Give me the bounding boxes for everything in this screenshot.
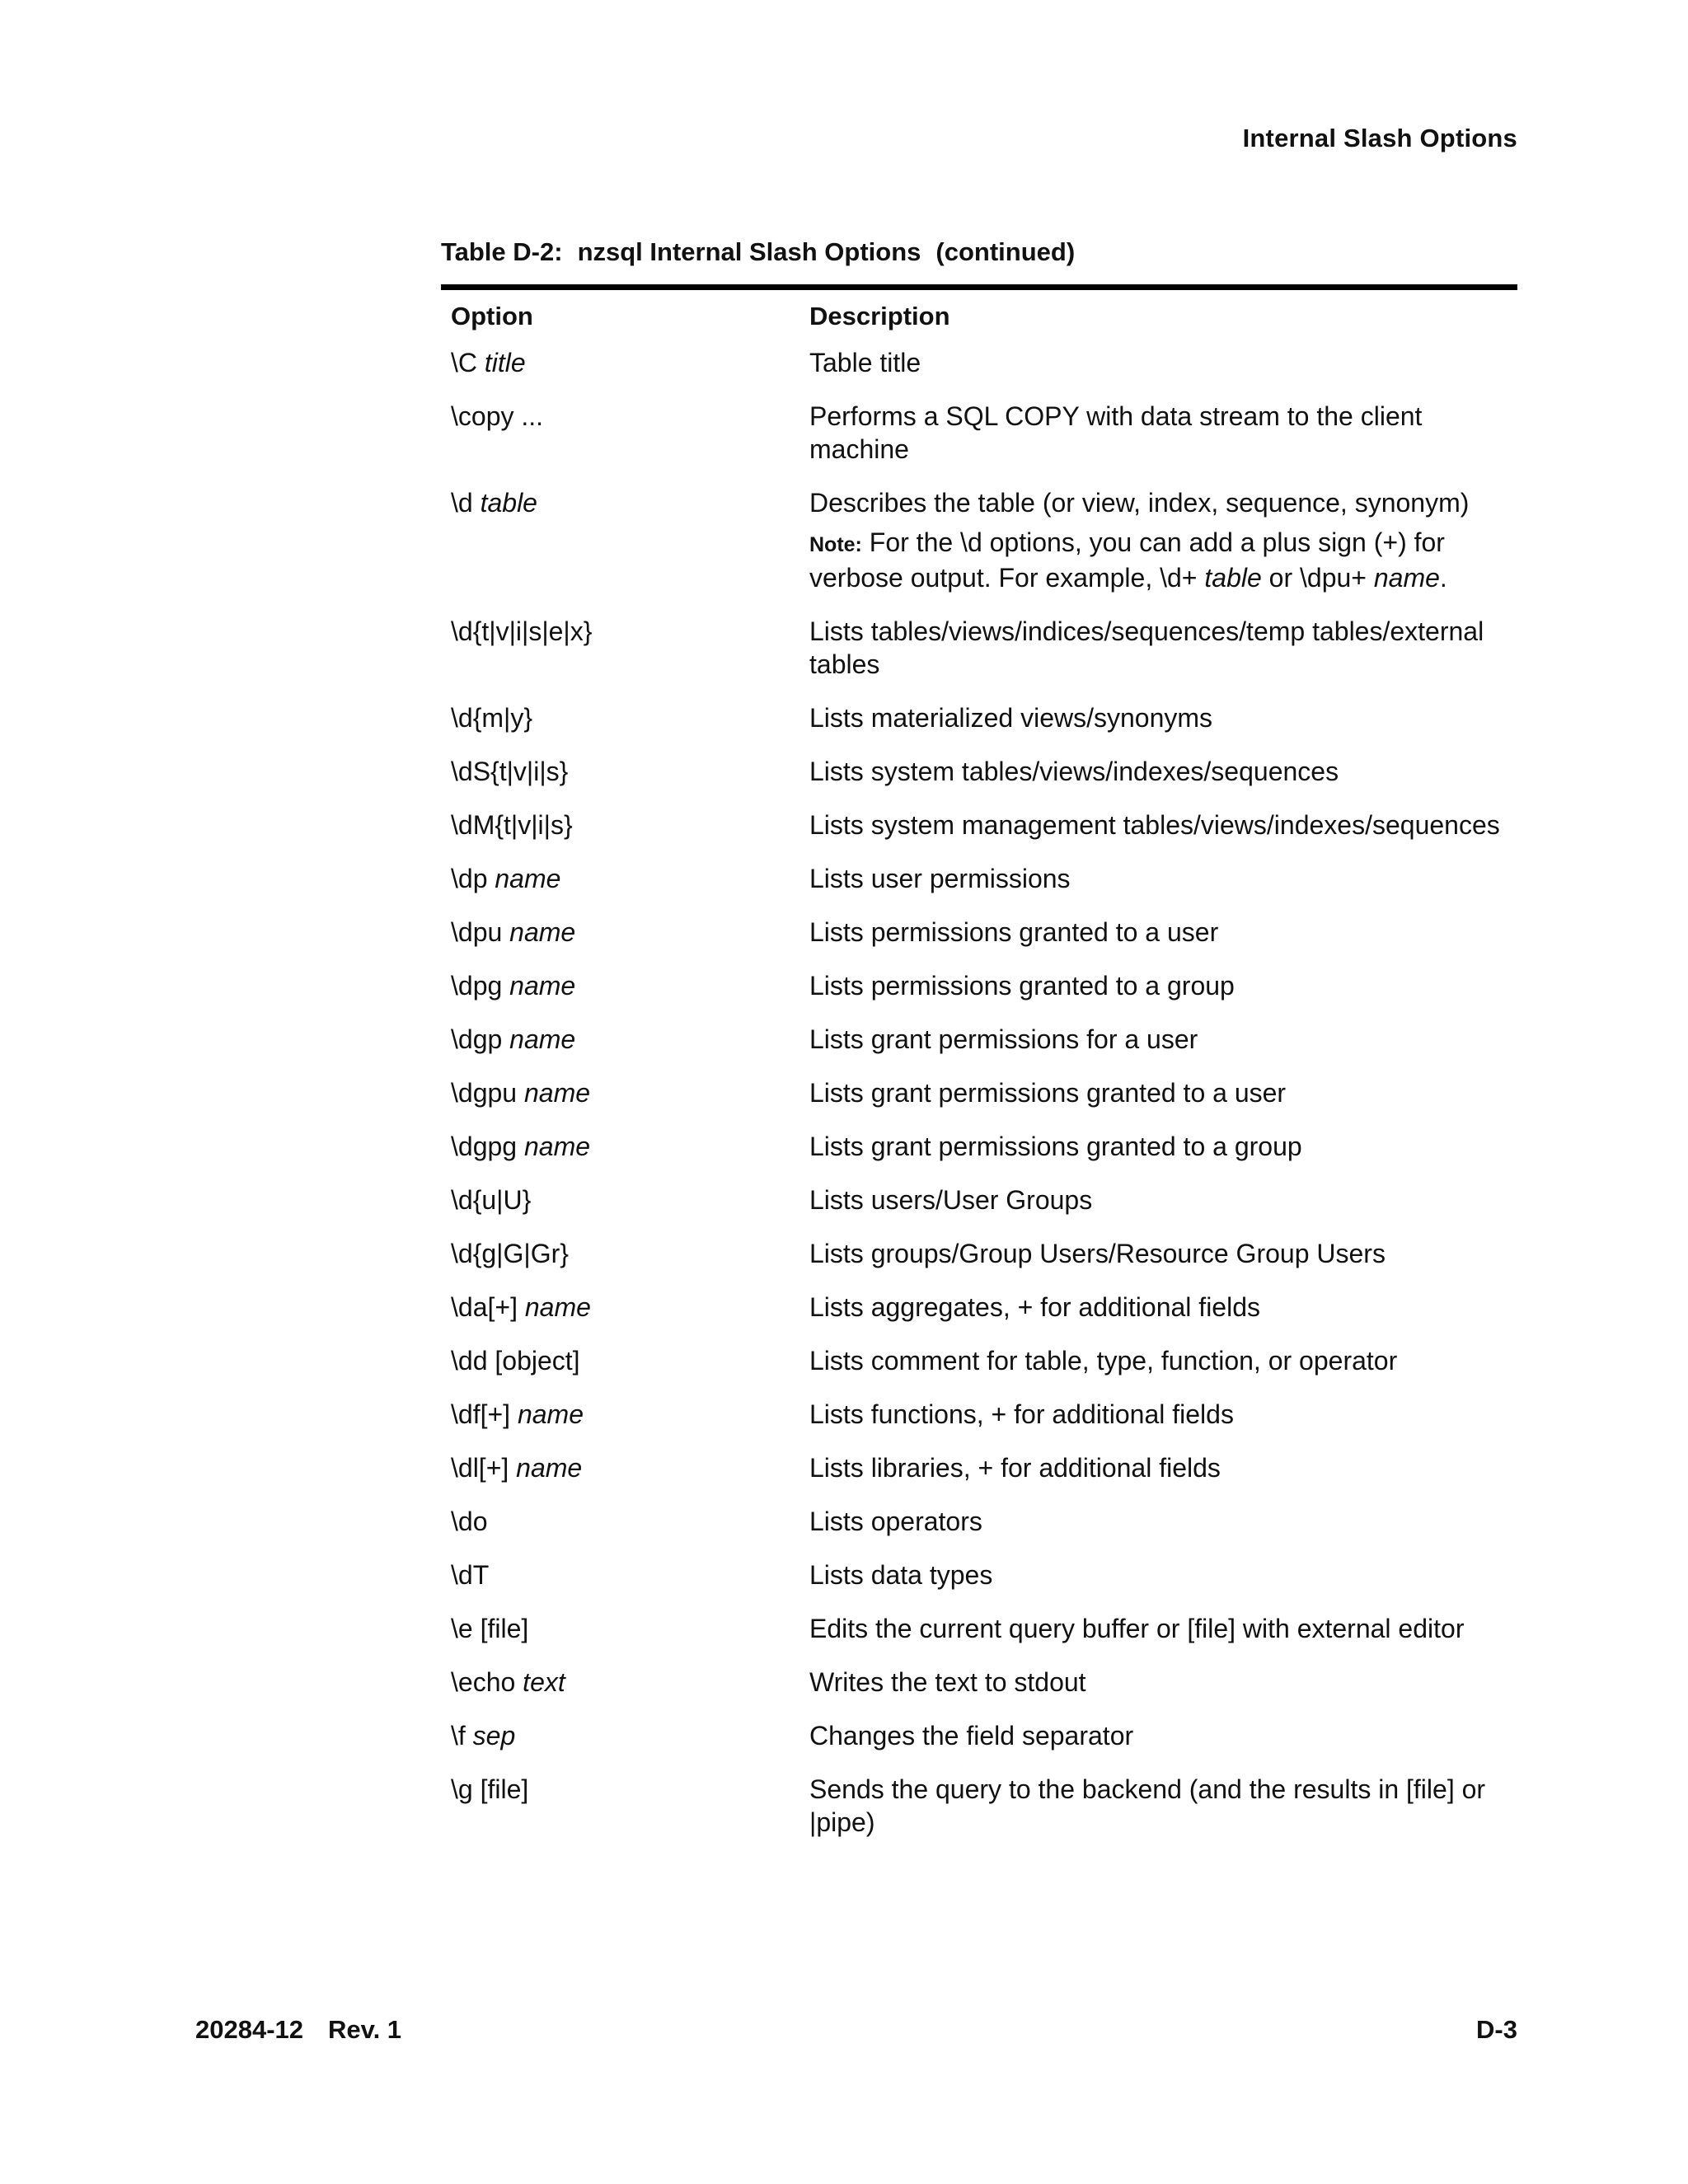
option-command: \df[+] xyxy=(451,1399,511,1429)
table-caption-title: nzsql Internal Slash Options xyxy=(577,237,921,266)
description-text: Writes the text to stdout xyxy=(809,1667,1086,1697)
description-text: Table title xyxy=(809,348,921,377)
column-header-description: Description xyxy=(809,302,950,330)
option-command: \dT xyxy=(451,1560,490,1590)
option-cell xyxy=(441,340,799,393)
description-text: Performs a SQL COPY with data stream to the client machine xyxy=(809,401,1423,464)
description-cell xyxy=(799,802,1517,855)
table-row xyxy=(441,1070,1517,1123)
option-command: \d xyxy=(451,488,473,518)
table-row xyxy=(441,1338,1517,1391)
note-label: Note: xyxy=(809,533,862,556)
footer-doc-number: 20284-12 xyxy=(195,2015,304,2044)
description-text: Lists permissions granted to a group xyxy=(809,971,1235,1001)
option-cell xyxy=(441,1552,799,1605)
option-cell xyxy=(441,963,799,1016)
option-command: \d{u|U} xyxy=(451,1185,532,1215)
table-row xyxy=(441,855,1517,909)
footer-revision: Rev. 1 xyxy=(328,2015,402,2044)
option-argument: name xyxy=(495,864,561,893)
option-argument: name xyxy=(509,1024,576,1054)
description-cell xyxy=(799,1605,1517,1659)
table-row xyxy=(441,909,1517,963)
table-row xyxy=(441,480,1517,608)
description-text: Lists groups/Group Users/Resource Group Users xyxy=(809,1239,1386,1268)
option-argument: name xyxy=(523,1078,591,1108)
description-cell xyxy=(799,1552,1517,1605)
option-cell xyxy=(441,1016,799,1070)
description-text: Lists system management tables/views/indexes/sequences xyxy=(809,810,1500,840)
note-text: or \dpu+ xyxy=(1268,563,1367,593)
option-command: \f xyxy=(451,1721,466,1750)
option-cell xyxy=(441,1070,799,1123)
table-row xyxy=(441,608,1517,695)
description-text: Changes the field separator xyxy=(809,1721,1134,1750)
option-command: \dl[+] xyxy=(451,1453,509,1483)
option-cell xyxy=(441,1445,799,1498)
option-cell xyxy=(441,393,799,480)
option-command: \dpu xyxy=(451,917,503,947)
description-cell xyxy=(799,1230,1517,1284)
description-text: Lists grant permissions granted to a group xyxy=(809,1132,1302,1161)
description-text: Describes the table (or view, index, sequence, synonym) xyxy=(809,488,1470,518)
option-cell xyxy=(441,1391,799,1445)
option-cell xyxy=(441,1605,799,1659)
note-block xyxy=(809,526,1509,594)
table-top-rule xyxy=(441,284,1517,290)
table-row xyxy=(441,1766,1517,1853)
table-row xyxy=(441,1713,1517,1766)
option-command: \e [file] xyxy=(451,1614,529,1643)
description-text: Lists aggregates, + for additional fields xyxy=(809,1292,1260,1322)
option-command: \d{g|G|Gr} xyxy=(451,1239,569,1268)
option-command: \dgp xyxy=(451,1024,503,1054)
description-cell xyxy=(799,909,1517,963)
option-cell xyxy=(441,608,799,695)
note-italic: name xyxy=(1373,563,1440,593)
description-text: Lists tables/views/indices/sequences/temp tables/external tables xyxy=(809,616,1484,679)
running-header: Internal Slash Options xyxy=(1242,124,1517,152)
option-command: \echo xyxy=(451,1667,516,1697)
description-text: Lists grant permissions granted to a user xyxy=(809,1078,1287,1108)
option-cell xyxy=(441,1123,799,1177)
option-cell xyxy=(441,748,799,802)
description-text: Lists user permissions xyxy=(809,864,1071,893)
description-cell xyxy=(799,1338,1517,1391)
description-cell xyxy=(799,1123,1517,1177)
table-row xyxy=(441,1391,1517,1445)
description-text: Lists system tables/views/indexes/sequences xyxy=(809,757,1339,786)
option-cell xyxy=(441,1659,799,1713)
option-argument: name xyxy=(509,917,576,947)
note-text: . xyxy=(1439,563,1447,593)
description-cell xyxy=(799,1016,1517,1070)
description-cell xyxy=(799,1070,1517,1123)
option-command: \dgpu xyxy=(451,1078,518,1108)
option-cell xyxy=(441,1284,799,1338)
footer-doc-id xyxy=(195,2015,401,2045)
description-cell xyxy=(799,1284,1517,1338)
note-text: For the \d options, you can add a plus sign (+) for verbose output. For example, \d+ xyxy=(809,527,1445,593)
option-command: \dp xyxy=(451,864,488,893)
option-command: \da[+] xyxy=(451,1292,518,1322)
option-command: \dpg xyxy=(451,971,503,1001)
option-command: \dS{t|v|i|s} xyxy=(451,757,569,786)
option-cell xyxy=(441,1713,799,1766)
description-text: Lists data types xyxy=(809,1560,993,1590)
description-cell xyxy=(799,608,1517,695)
option-argument: text xyxy=(523,1667,565,1697)
description-cell xyxy=(799,695,1517,748)
table-row xyxy=(441,1284,1517,1338)
option-argument: name xyxy=(516,1453,583,1483)
description-text: Sends the query to the backend (and the results in [file] or |pipe) xyxy=(809,1774,1486,1837)
option-command: \dd [object] xyxy=(451,1346,580,1376)
table-row xyxy=(441,1605,1517,1659)
table-caption-number: Table D-2: xyxy=(441,237,563,266)
option-command: \g [file] xyxy=(451,1774,529,1804)
description-text: Edits the current query buffer or [file] with external editor xyxy=(809,1614,1465,1643)
table-row xyxy=(441,1177,1517,1230)
table-row xyxy=(441,963,1517,1016)
option-argument: table xyxy=(480,488,537,518)
option-cell xyxy=(441,1338,799,1391)
option-command: \copy ... xyxy=(451,401,544,431)
option-cell xyxy=(441,855,799,909)
table-row xyxy=(441,393,1517,480)
option-cell xyxy=(441,480,799,608)
description-text: Lists functions, + for additional fields xyxy=(809,1399,1234,1429)
description-text: Lists grant permissions for a user xyxy=(809,1024,1198,1054)
table-row xyxy=(441,1552,1517,1605)
description-cell xyxy=(799,480,1517,608)
description-text: Lists operators xyxy=(809,1507,982,1536)
table-row xyxy=(441,1445,1517,1498)
description-cell xyxy=(799,855,1517,909)
option-cell xyxy=(441,909,799,963)
description-text: Lists permissions granted to a user xyxy=(809,917,1219,947)
option-command: \do xyxy=(451,1507,488,1536)
option-argument: title xyxy=(484,348,526,377)
table-caption-suffix: (continued) xyxy=(935,237,1076,266)
description-cell xyxy=(799,1391,1517,1445)
description-cell xyxy=(799,1659,1517,1713)
table-row xyxy=(441,340,1517,393)
footer-page-number: D-3 xyxy=(1476,2015,1517,2044)
table-row xyxy=(441,1016,1517,1070)
table-row xyxy=(441,802,1517,855)
description-text: Lists users/User Groups xyxy=(809,1185,1093,1215)
table-caption xyxy=(441,237,1075,267)
option-command: \dgpg xyxy=(451,1132,518,1161)
table-row xyxy=(441,1659,1517,1713)
column-header-option: Option xyxy=(451,302,533,330)
description-text: Lists comment for table, type, function, or operator xyxy=(809,1346,1398,1376)
table-row xyxy=(441,1123,1517,1177)
table-header-row xyxy=(441,293,1517,340)
option-cell xyxy=(441,695,799,748)
option-command: \C xyxy=(451,348,477,377)
description-cell xyxy=(799,1177,1517,1230)
description-cell xyxy=(799,963,1517,1016)
description-cell xyxy=(799,1445,1517,1498)
note-italic: table xyxy=(1204,563,1262,593)
option-argument: name xyxy=(524,1292,591,1322)
option-argument: sep xyxy=(472,1721,516,1750)
description-text: Lists materialized views/synonyms xyxy=(809,703,1213,733)
option-argument: name xyxy=(523,1132,591,1161)
option-command: \d{t|v|i|s|e|x} xyxy=(451,616,593,646)
table-row xyxy=(441,695,1517,748)
option-cell xyxy=(441,1498,799,1552)
description-cell xyxy=(799,340,1517,393)
description-cell xyxy=(799,1498,1517,1552)
option-argument: name xyxy=(509,971,576,1001)
option-cell xyxy=(441,802,799,855)
description-cell xyxy=(799,748,1517,802)
description-cell xyxy=(799,1766,1517,1853)
option-argument: name xyxy=(517,1399,584,1429)
description-text: Lists libraries, + for additional fields xyxy=(809,1453,1221,1483)
table-row xyxy=(441,748,1517,802)
option-command: \dM{t|v|i|s} xyxy=(451,810,573,840)
option-cell xyxy=(441,1230,799,1284)
options-table xyxy=(441,293,1517,1853)
option-cell xyxy=(441,1177,799,1230)
description-cell xyxy=(799,1713,1517,1766)
option-cell xyxy=(441,1766,799,1853)
description-cell xyxy=(799,393,1517,480)
option-command: \d{m|y} xyxy=(451,703,533,733)
table-row xyxy=(441,1498,1517,1552)
table-row xyxy=(441,1230,1517,1284)
